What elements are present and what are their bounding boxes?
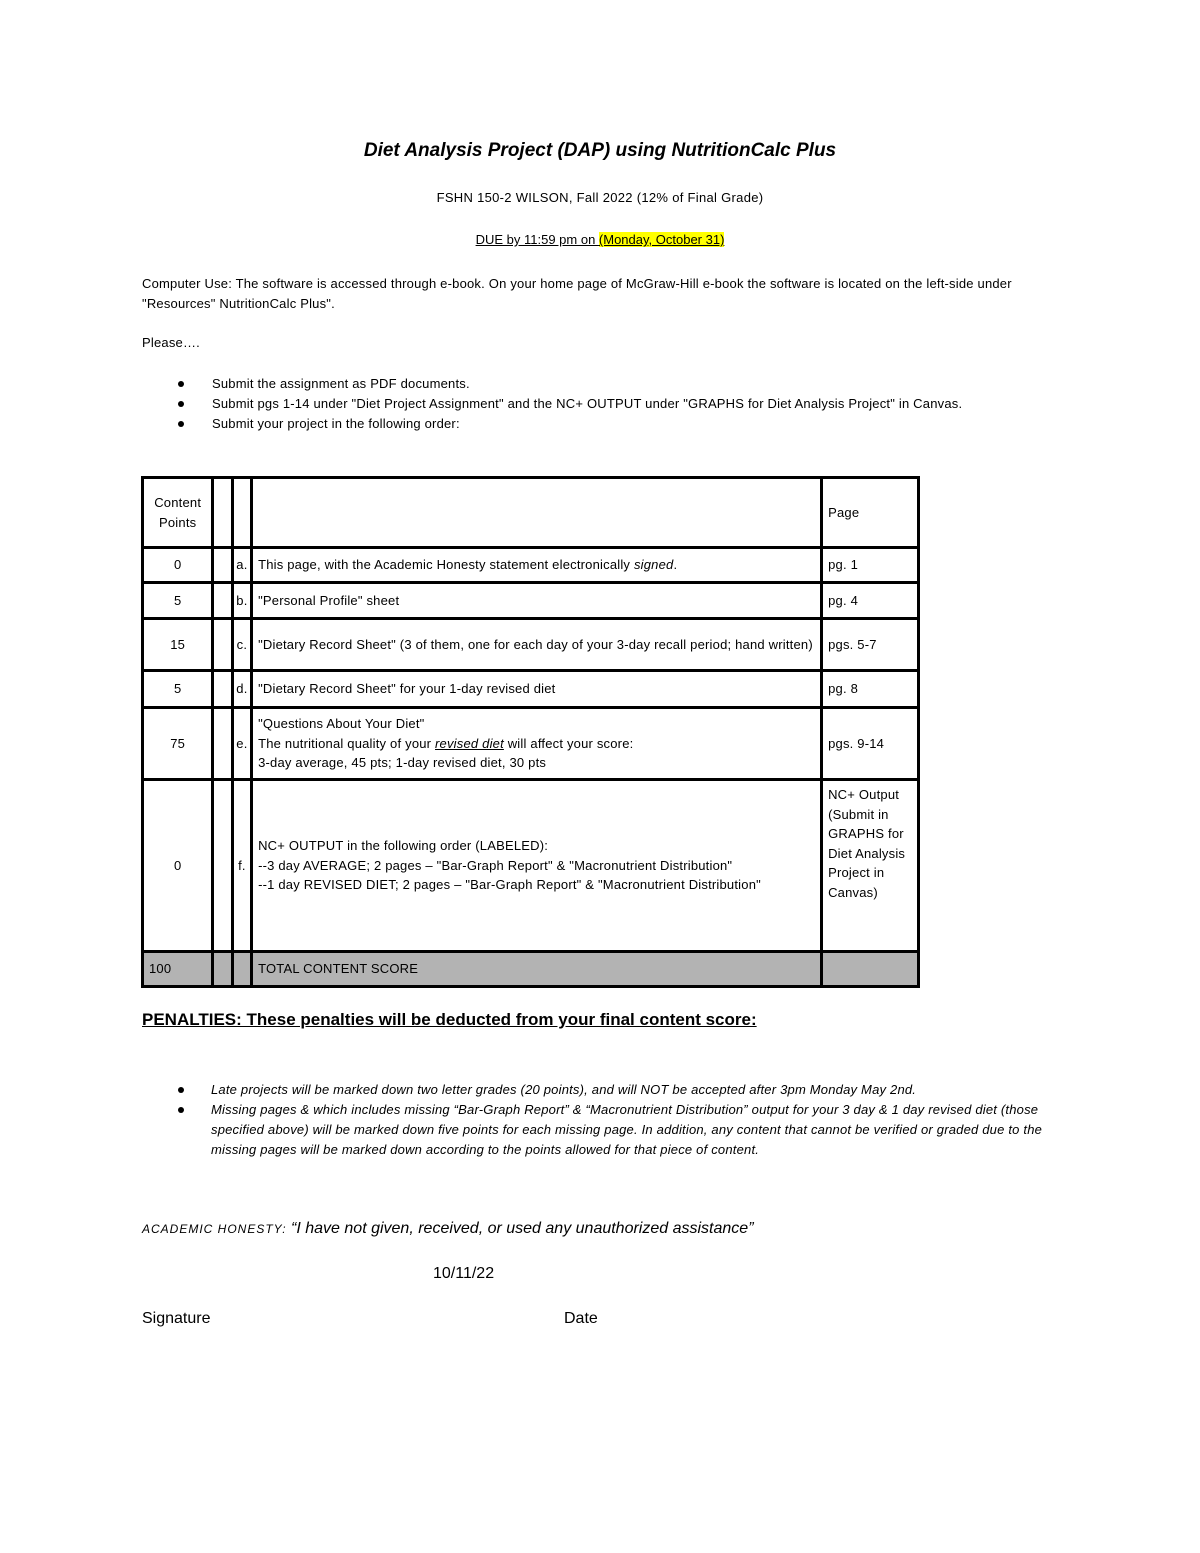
list-item: Missing pages & which includes missing “Bar-Graph Report” & “Macronutrient Distribution” output for your 3 day & 1 day revised diet (those specified above) will be marked down five points for each missing page. In addition, any content that cannot be verified or graded due to the missing pages will be marked down according to the points allowed for that piece of content. bbox=[142, 1100, 1052, 1160]
due-date-line bbox=[0, 232, 1200, 247]
table-row: 5 d. "Dietary Record Sheet" for your 1-day revised diet pg. 8 bbox=[143, 671, 919, 708]
document-title: Diet Analysis Project (DAP) using NutritionCalc Plus bbox=[363, 140, 837, 161]
penalties-heading: PENALTIES: These penalties will be deducted from your final content score: bbox=[142, 1010, 757, 1029]
list-item: Submit the assignment as PDF documents. bbox=[142, 374, 1102, 394]
date-label: Date bbox=[564, 1310, 598, 1327]
computer-use-paragraph: Computer Use: The software is accessed through e-book. On your home page of McGraw-Hill e-book the software is located on the left-side under "Resources" NutritionCalc Plus". bbox=[142, 276, 1012, 311]
signature-label: Signature bbox=[142, 1310, 211, 1327]
instructions-list bbox=[142, 374, 1102, 434]
signed-date: 10/11/22 bbox=[433, 1265, 495, 1282]
honesty-label: ACADEMIC HONESTY: bbox=[142, 1222, 287, 1236]
table-row: 15 c. "Dietary Record Sheet" (3 of them, one for each day of your 3-day recall period; hand written) pgs. 5-7 bbox=[143, 619, 919, 671]
header-page: Page bbox=[822, 478, 919, 548]
due-date-highlight: (Monday, October 31) bbox=[598, 232, 725, 247]
course-subtitle: FSHN 150-2 WILSON, Fall 2022 (12% of Final Grade) bbox=[436, 190, 764, 205]
please-text: Please…. bbox=[142, 335, 200, 350]
table-row: 0 a. This page, with the Academic Honesty statement electronically signed. pg. 1 bbox=[143, 548, 919, 583]
table-total-row: 100 TOTAL CONTENT SCORE bbox=[143, 952, 919, 987]
header-content-points: Content Points bbox=[143, 478, 213, 548]
list-item: Submit pgs 1-14 under "Diet Project Assignment" and the NC+ OUTPUT under "GRAPHS for Diet Analysis Project" in Canvas. bbox=[142, 394, 1102, 414]
content-points-table bbox=[141, 476, 920, 988]
table-header-row bbox=[143, 478, 919, 548]
table-row: 0 f. NC+ OUTPUT in the following order (LABELED): --3 day AVERAGE; 2 pages – "Bar-Graph Report" & "Macronutrient Distribution" --1 day REVISED DIET; 2 pages – "Bar-Graph Report" & "Macronutrient Distribution" NC+ Output (Submit in GRAPHS for Diet Analysis Project in Canvas) bbox=[143, 780, 919, 952]
academic-honesty-statement bbox=[142, 1220, 754, 1238]
honesty-quote: “I have not given, received, or used any unauthorized assistance” bbox=[291, 1220, 754, 1237]
table-row: 5 b. "Personal Profile" sheet pg. 4 bbox=[143, 583, 919, 619]
list-item: Late projects will be marked down two letter grades (20 points), and will NOT be accepted after 3pm Monday May 2nd. bbox=[142, 1080, 1052, 1100]
list-item: Submit your project in the following order: bbox=[142, 414, 1102, 434]
table-row: 75 e. "Questions About Your Diet" The nutritional quality of your revised diet will affect your score: 3-day average, 45 pts; 1-day revised diet, 30 pts pgs. 9-14 bbox=[143, 708, 919, 780]
penalties-list bbox=[142, 1080, 1052, 1160]
due-prefix: DUE by 11:59 pm on bbox=[475, 232, 599, 247]
